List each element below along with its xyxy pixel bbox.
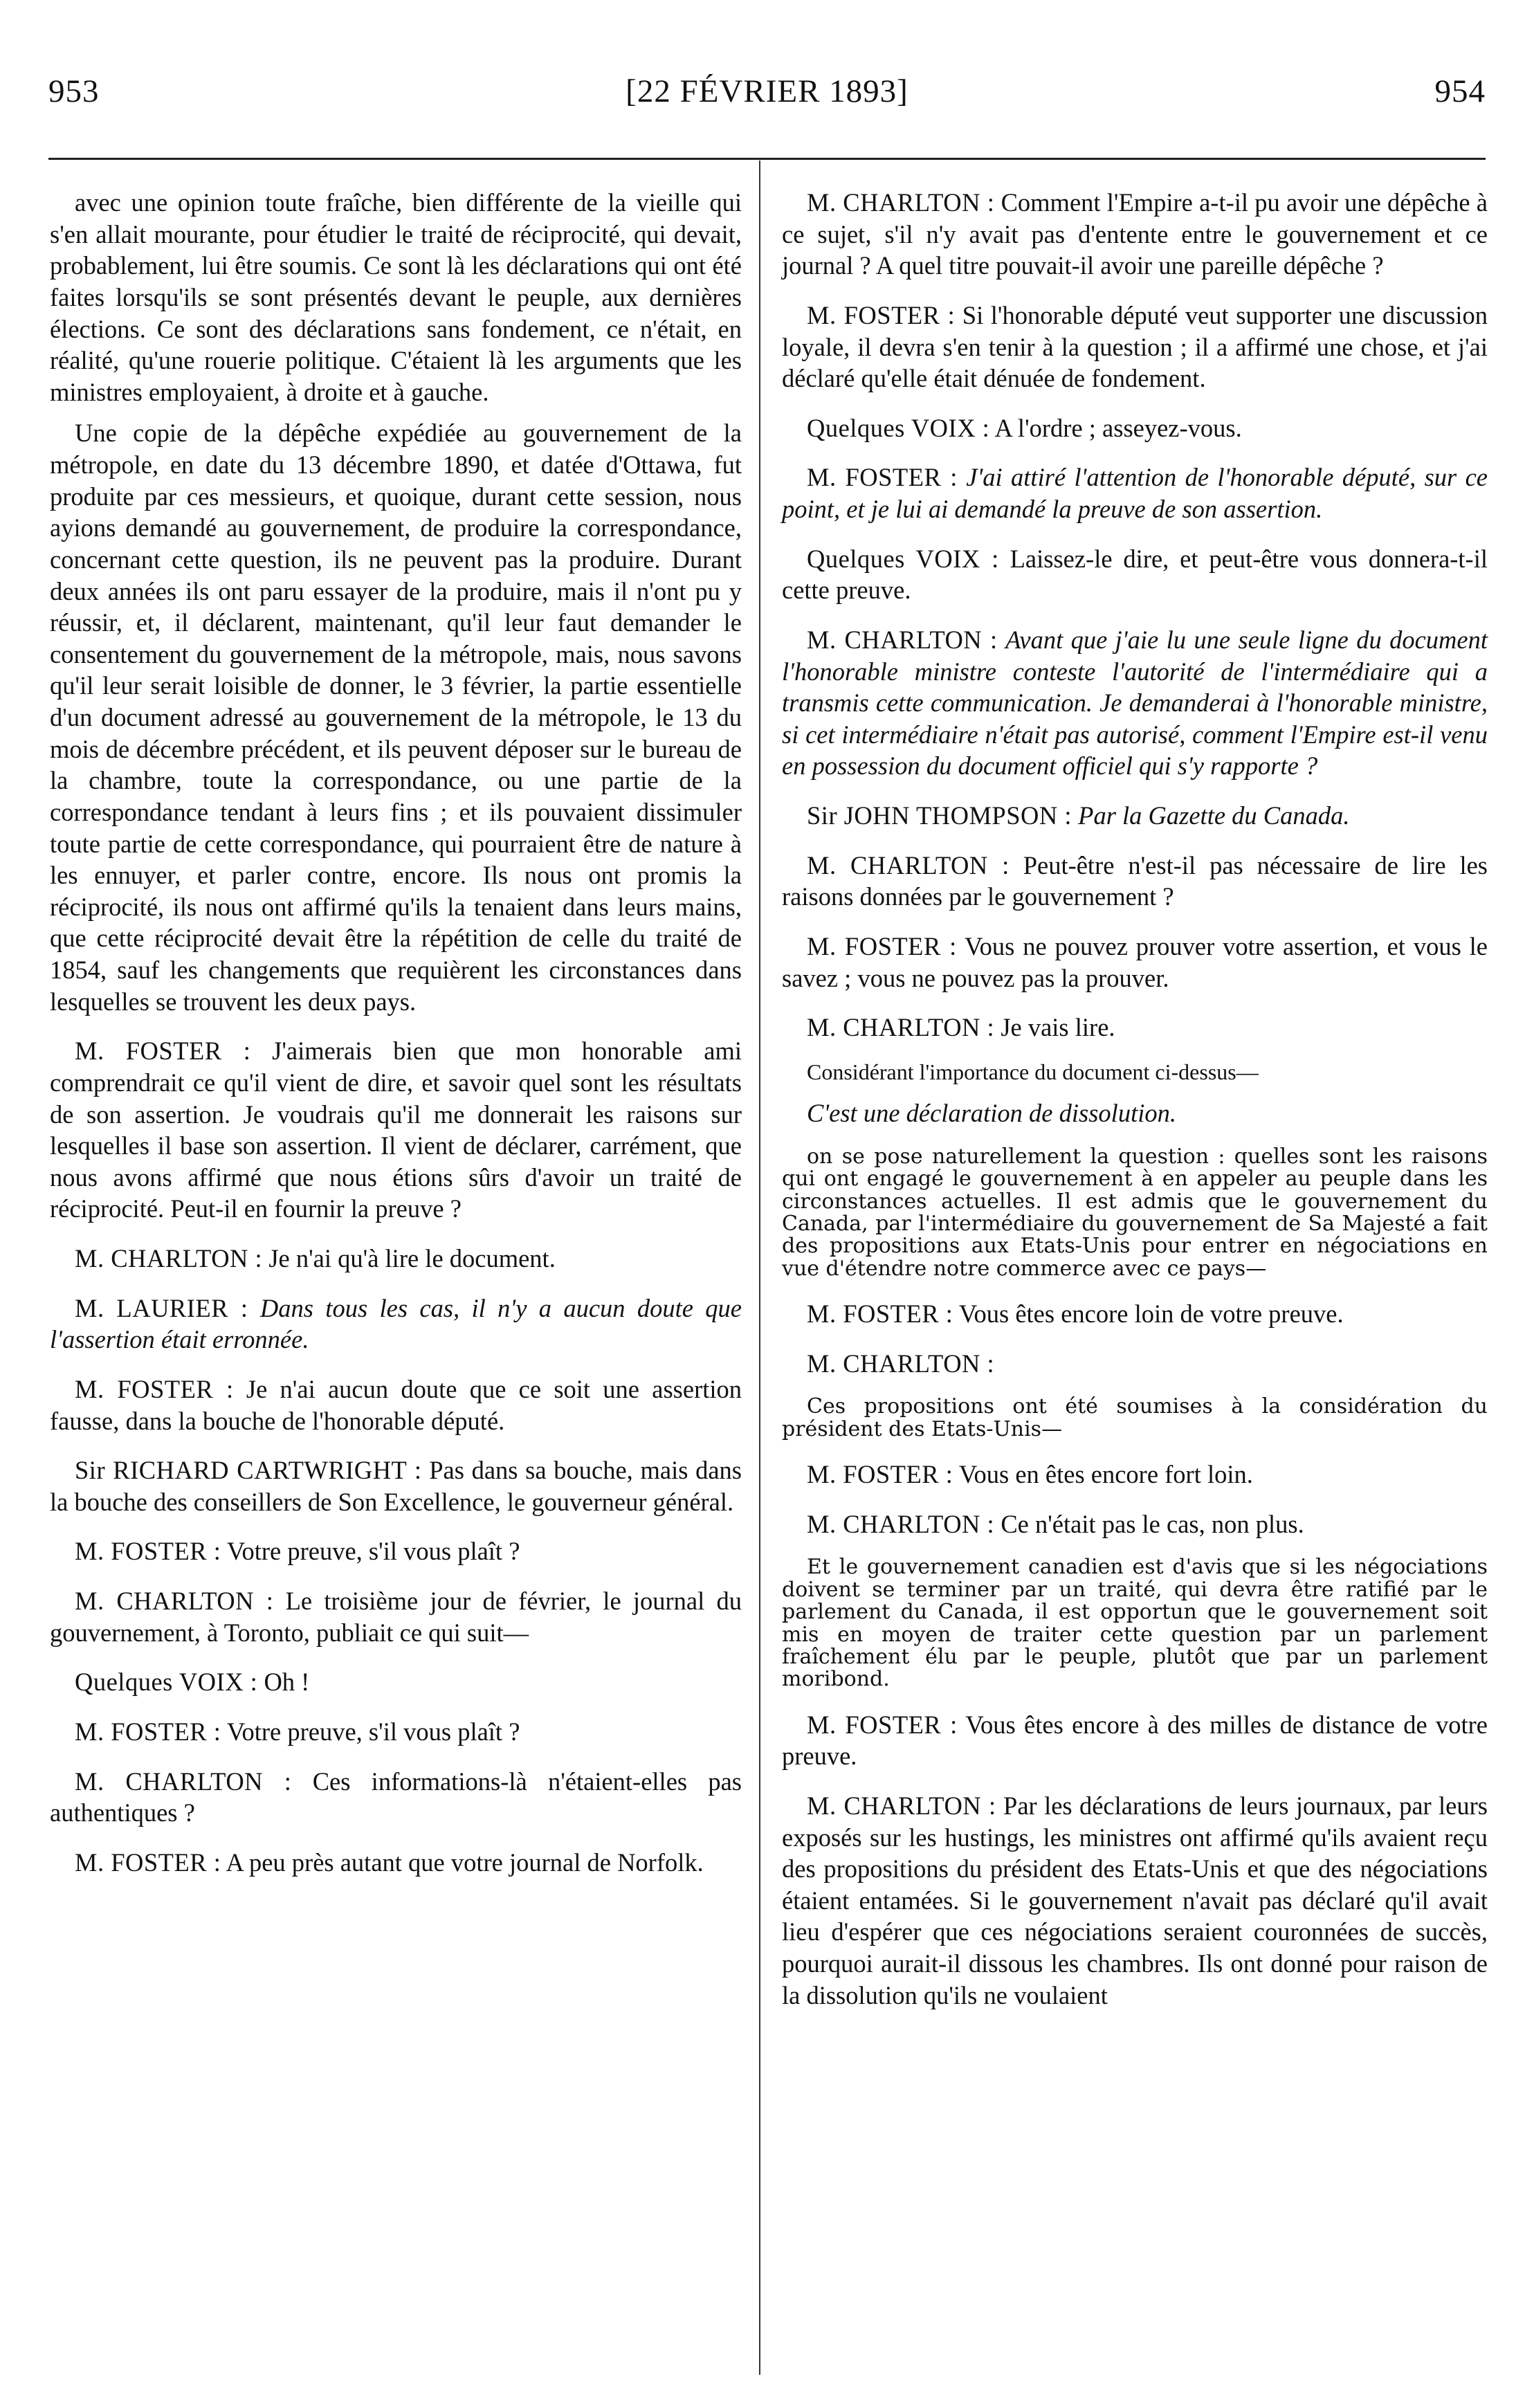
speech <box>50 1454 742 1517</box>
speaker-name: M. FOSTER : <box>807 300 956 329</box>
speech <box>50 1535 742 1567</box>
speaker-name: M. CHARLTON : <box>75 1587 274 1615</box>
left-column <box>50 187 742 1888</box>
speech <box>782 1348 1488 1380</box>
speech-text: Ce n'était pas le cas, non plus. <box>1001 1509 1304 1538</box>
speaker-name: M. CHARLTON : <box>807 188 995 217</box>
speaker-name: M. FOSTER : <box>75 1537 221 1566</box>
speech-text: Ces informations-là n'étaient-elles pas authentiques ? <box>50 1767 742 1827</box>
speech <box>782 850 1488 913</box>
speech <box>50 1847 742 1879</box>
quoted-document: Et le gouvernement canadien est d'avis que si les négociations doivent se terminer par un traité, qui devra être ratifié par le parlement du Canada, il est opportun que le gouvernement soit mis en moyen de traiter cette question par un parlement fraîchement élu par le peuple, plutôt que par un parlement moribond. <box>782 1555 1488 1692</box>
speech <box>50 1716 742 1748</box>
speech <box>782 624 1488 782</box>
speaker-name: M. CHARLTON : <box>807 1013 995 1042</box>
speaker-name: Sir JOHN THOMPSON : <box>807 801 1072 830</box>
speech <box>50 1766 742 1829</box>
speech-text: Je vais lire. <box>1001 1013 1115 1042</box>
speech <box>50 1035 742 1225</box>
speaker-name: Quelques VOIX : <box>807 413 990 442</box>
speaker-name: M. CHARLTON : <box>807 625 998 654</box>
quoted-document: Ces propositions ont été soumises à la considération du président des Etats-Unis— <box>782 1394 1488 1441</box>
speech <box>782 1459 1488 1490</box>
speech-text: Vous en êtes encore fort loin. <box>958 1460 1253 1489</box>
page-number-left: 953 <box>48 73 100 109</box>
speech-text: Votre preuve, s'il vous plaît ? <box>226 1537 520 1566</box>
paragraph: avec une opinion toute fraîche, bien différente de la vieille qui s'en allait mourante, pour étudier le traité de réciprocité, qui devait, probablement, lui être soumis. Ce sont là les déclarations qui ont été faites lorsqu'ils se sont présentés devant le peuple, aux dernières élections. Ce sont des déclarations sans fondement, ce n'était, en réalité, qu'une rouerie politique. C'étaient là les arguments que les ministres employaient, à droite et à gauche. <box>50 188 742 406</box>
speech <box>782 1508 1488 1540</box>
speaker-name: M. CHARLTON : <box>75 1767 292 1796</box>
speaker-name: M. CHARLTON : <box>75 1244 263 1273</box>
speech-text: A peu près autant que votre journal de Norfolk. <box>226 1848 704 1877</box>
speech-text: Par les déclarations de leurs journaux, par leurs exposés sur les hustings, les ministres ont affirmé qu'ils avaient reçu des propositions du président des Etats-Unis et que des négociations étaient entamées. Si le gouvernement n'avait pas déclaré qu'il avait lieu d'espérer que ces négociations seraient couronnées de succès, pourquoi aurait-il dissous les chambres. Ils ont donné pour raison de la dissolution qu'ils ne voulaient <box>782 1791 1488 2009</box>
speech-text: Si l'honorable député veut supporter une discussion loyale, il devra s'en tenir à la question ; il a affirmé une chose, et j'ai déclaré qu'elle était dénuée de fondement. <box>782 300 1488 393</box>
speech <box>782 1790 1488 2011</box>
speaker-name: Quelques VOIX : <box>807 544 999 573</box>
header-rule <box>48 158 1486 160</box>
speaker-name: M. FOSTER : <box>75 1374 234 1403</box>
speech <box>782 1709 1488 1772</box>
column-divider <box>759 161 760 2375</box>
speech <box>782 931 1488 994</box>
speaker-name: M. FOSTER : <box>807 1299 953 1329</box>
speech-text: J'ai attiré l'attention de l'honorable député, sur ce point, et je lui ai demandé la preuve de son assertion. <box>782 463 1488 523</box>
speech-text: Comment l'Empire a-t-il pu avoir une dépêche à ce sujet, s'il n'y avait pas d'entente entre le gouvernement et ce journal ? A quel titre pouvait-il avoir une pareille dépêche ? <box>782 188 1488 280</box>
quoted-document: on se pose naturellement la question : quelles sont les raisons qui ont engagé le gouvernement à en appeler au peuple dans les circonstances actuelles. Il est admis que le gouvernement du Canada, par l'intermédiaire du gouvernement de Sa Majesté a fait des propositions aux Etats-Unis pour entrer en négociations en vue d'étendre notre commerce avec ce pays— <box>782 1144 1488 1281</box>
speech <box>782 1012 1488 1043</box>
speaker-name: M. CHARLTON : <box>807 1349 995 1378</box>
speaker-name: M. FOSTER : <box>807 931 957 960</box>
page-header <box>48 66 1486 121</box>
speaker-name: M. LAURIER : <box>75 1293 248 1322</box>
page-date: [22 FÉVRIER 1893] <box>626 73 908 109</box>
speech <box>50 1666 742 1698</box>
speech-text: Vous êtes encore loin de votre preuve. <box>958 1299 1344 1329</box>
speech <box>782 187 1488 282</box>
speech <box>782 462 1488 525</box>
speaker-name: M. FOSTER : <box>807 1710 958 1739</box>
speech <box>782 300 1488 394</box>
speech-text: Dans tous les cas, il n'y a aucun doute que l'assertion était erronnée. <box>50 1293 742 1354</box>
speech-text: J'aimerais bien que mon honorable ami comprendrait ce qu'il vient de dire, et savoir quel sont les résultats de son assertion. Je voudrais qu'il me donnerait les raisons sur lesquelles il base son assertion. Il vient de déclarer, carrément, que nous avons affirmé que nous étions sûrs d'avoir un traité de réciprocité. Peut-il en fournir la preuve ? <box>50 1037 742 1223</box>
speech <box>50 1293 742 1356</box>
speech <box>782 543 1488 606</box>
speech-text: Par la Gazette du Canada. <box>1078 801 1350 830</box>
right-column <box>782 187 1488 2021</box>
speech <box>782 412 1488 444</box>
speech-text: Vous ne pouvez prouver votre assertion, et vous le savez ; vous ne pouvez pas la prouver. <box>782 931 1488 992</box>
page-number-right: 954 <box>1434 73 1486 109</box>
speech-text: Le troisième jour de février, le journal du gouvernement, à Toronto, publiait ce qui suit— <box>50 1587 742 1647</box>
quoted-document: Considérant l'importance du document ci-dessus— <box>807 1059 1259 1084</box>
speaker-name: Sir RICHARD CARTWRIGHT : <box>75 1456 422 1485</box>
speech-text: A l'ordre ; asseyez-vous. <box>994 413 1242 442</box>
speech-text: Votre preuve, s'il vous plaît ? <box>226 1717 520 1746</box>
interjection: C'est une déclaration de dissolution. <box>807 1099 1176 1128</box>
speech-text: Vous êtes encore à des milles de distance de votre preuve. <box>782 1710 1488 1771</box>
speaker-name: M. FOSTER : <box>807 463 958 492</box>
speech-text: Je n'ai qu'à lire le document. <box>268 1244 556 1273</box>
speech-text: Peut-être n'est-il pas nécessaire de lire les raisons données par le gouvernement ? <box>782 850 1488 911</box>
speech <box>50 1374 742 1436</box>
speaker-name: Quelques VOIX : <box>75 1668 258 1697</box>
speech <box>50 1585 742 1648</box>
speech-text: Pas dans sa bouche, mais dans la bouche des conseillers de Son Excellence, le gouverneur général. <box>50 1456 742 1516</box>
speaker-name: M. CHARLTON : <box>807 1509 995 1538</box>
speech <box>782 1298 1488 1330</box>
speech-text: Oh ! <box>264 1668 310 1697</box>
speech <box>782 800 1488 832</box>
speech <box>50 1243 742 1275</box>
speaker-name: M. FOSTER : <box>75 1037 251 1066</box>
speaker-name: M. FOSTER : <box>807 1460 953 1489</box>
speaker-name: M. FOSTER : <box>75 1717 221 1746</box>
speaker-name: M. FOSTER : <box>75 1848 221 1877</box>
speech-text: Je n'ai aucun doute que ce soit une assertion fausse, dans la bouche de l'honorable député. <box>50 1374 742 1435</box>
paragraph: Une copie de la dépêche expédiée au gouvernement de la métropole, en date du 13 décembre 1890, et datée d'Ottawa, fut produite par ces messieurs, et quoique, durant cette session, nous ayions demandé au gouvernement, de produire la correspondance, concernant cette question, ils ne peuvent pas la produire. Durant deux années ils ont paru essayer de la produire, mais il n'ont pu y réussir, et, il déclarent, maintenant, qu'il leur faut demander le consentement du gouvernement de la métropole, mais, nous savons qu'il leur serait loisible de donner, le 3 février, la partie essentielle d'un document adressé au gouvernement de la métropole, le 13 du mois de décembre précédent, et ils peuvent déposer sur le bureau de la chambre, toute la correspondance, ou une partie de la correspondance tendant à leurs fins ; et ils pouvaient dissimuler toute partie de cette correspondance, qui pourraient être de nature à les ennuyer, et parler contre, encore. Ils nous ont promis la réciprocité, ils nous ont affirmé qu'ils la tenaient dans leurs mains, que cette réciprocité devait être la répétition de celle du traité de 1854, sauf les changements que requièrent les circonstances dans lesquelles se trouvent les deux pays. <box>50 419 742 1016</box>
speaker-name: M. CHARLTON : <box>807 1791 996 1820</box>
speech-text: Laissez-le dire, et peut-être vous donnera-t-il cette preuve. <box>782 544 1488 605</box>
speaker-name: M. CHARLTON : <box>807 850 1010 879</box>
speech-text: Avant que j'aie lu une seule ligne du document l'honorable ministre conteste l'autorité de l'intermédiaire qui a transmis cette communication. Je demanderai à l'honorable ministre, si cet intermédiaire n'était pas autorisé, comment l'Empire est-il venu en possession du document officiel qui s'y rapporte ? <box>782 625 1488 781</box>
